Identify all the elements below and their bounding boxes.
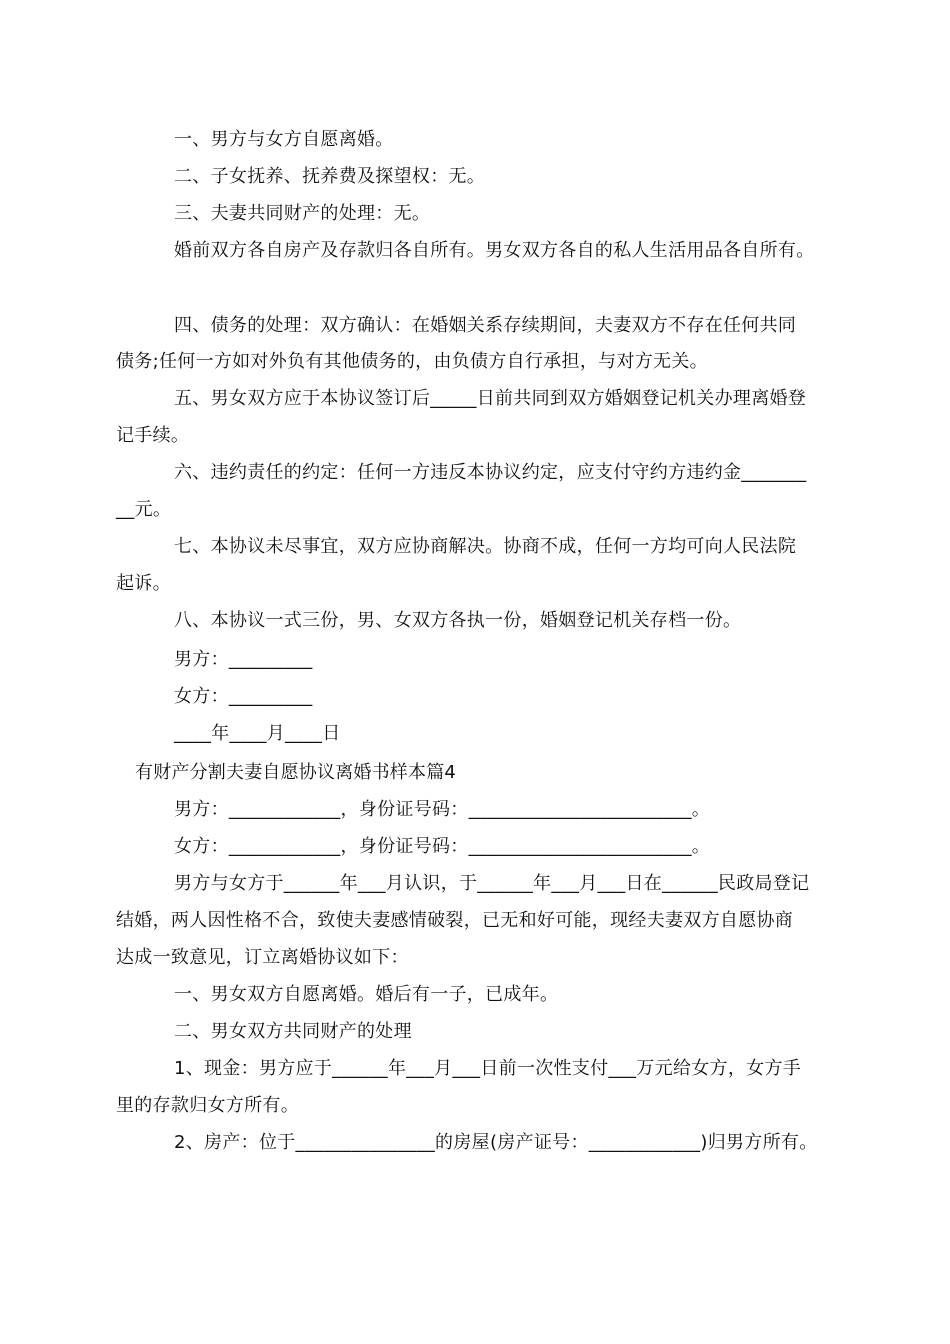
clause-5-line-1: 五、男女双方应于本协议签订后_____日前共同到双方婚姻登记机关办理离婚登: [174, 388, 807, 409]
clause-8: 八、本协议一式三份，男、女双方各执一份，婚姻登记机关存档一份。: [174, 610, 742, 631]
clause-6-line-1: 六、违约责任的约定：任何一方违反本协议约定，应支付守约方违约金_______: [174, 462, 807, 483]
clause-3-detail: 婚前双方各自房产及存款归各自所有。男女双方各自的私人生活用品各自所有。: [174, 240, 815, 261]
party-male: 男方：____________，身份证号码：________________________。: [174, 799, 711, 820]
article-1: 一、男女双方自愿离婚。婚后有一子，已成年。: [174, 984, 559, 1005]
clause-7-line-1: 七、本协议未尽事宜，双方应协商解决。协商不成，任何一方均可向人民法院: [174, 536, 797, 557]
article-2-cash-line-2: 里的存款归女方所有。: [116, 1095, 299, 1116]
section-heading: 有财产分割夫妻自愿协议离婚书样本篇4: [135, 762, 457, 783]
party-female: 女方：____________，身份证号码：________________________。: [174, 836, 711, 857]
signature-male: 男方：_________: [174, 649, 313, 670]
intro-line-1: 男方与女方于______年___月认识，于______年___月___日在______民政局登记: [174, 873, 810, 894]
signature-date: ____年____月____日: [174, 723, 341, 744]
clause-4-line-2: 债务;任何一方如对外负有其他债务的，由负债方自行承担，与对方无关。: [116, 351, 708, 372]
intro-line-3: 达成一致意见，订立离婚协议如下：: [116, 947, 409, 968]
article-2-property: 2、房产：位于_______________的房屋(房产证号：____________)归男方所有。: [174, 1132, 818, 1153]
clause-6-line-2: __元。: [116, 499, 172, 520]
clause-4-line-1: 四、债务的处理：双方确认：在婚姻关系存续期间，夫妻双方不存在任何共同: [174, 315, 797, 336]
clause-1: 一、男方与女方自愿离婚。: [174, 129, 394, 150]
article-2: 二、男女双方共同财产的处理: [174, 1021, 412, 1042]
signature-female: 女方：_________: [174, 686, 313, 707]
clause-7-line-2: 起诉。: [116, 573, 171, 594]
clause-5-line-2: 记手续。: [116, 425, 190, 446]
article-2-cash-line-1: 1、现金：男方应于______年___月___日前一次性支付___万元给女方，女方手: [174, 1058, 802, 1079]
clause-3: 三、夫妻共同财产的处理：无。: [174, 203, 431, 224]
clause-2: 二、子女抚养、抚养费及探望权：无。: [174, 166, 486, 187]
intro-line-2: 结婚，两人因性格不合，致使夫妻感情破裂，已无和好可能，现经夫妻双方自愿协商: [116, 910, 794, 931]
